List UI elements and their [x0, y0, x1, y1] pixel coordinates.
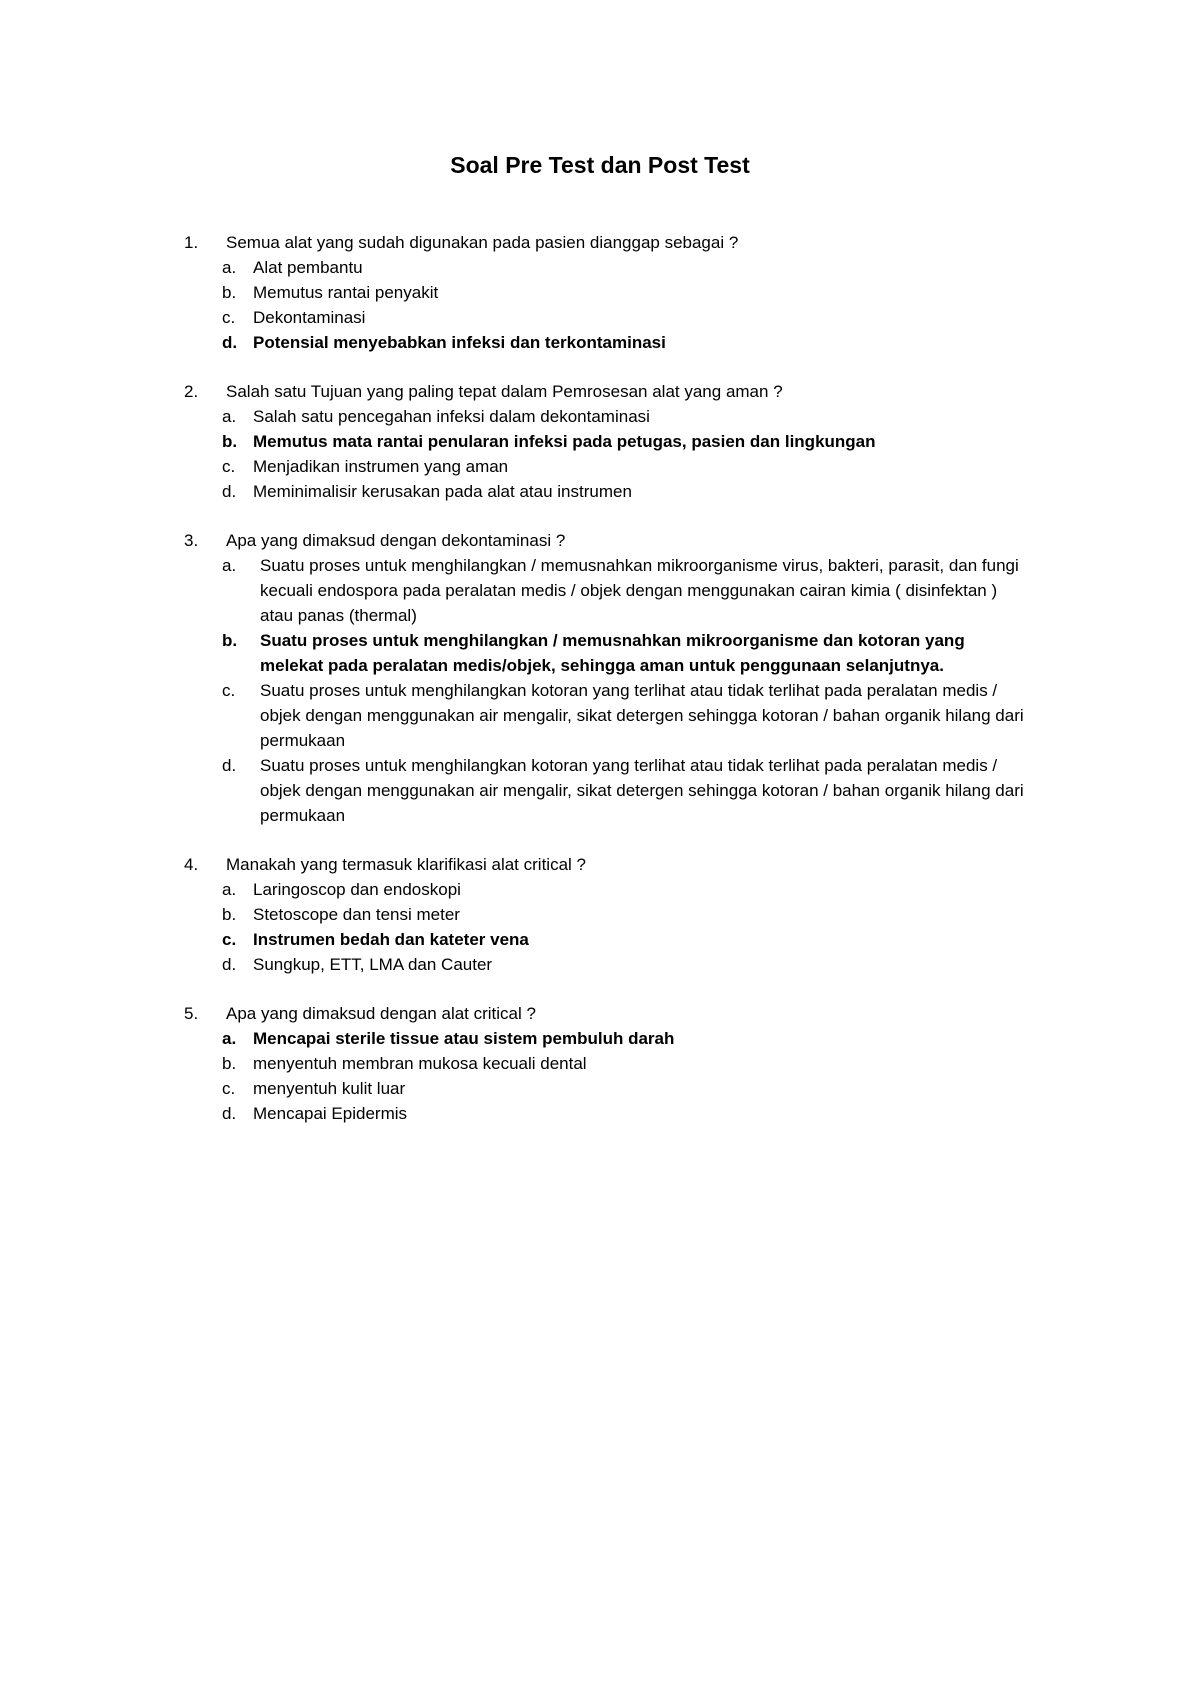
question-item — [184, 230, 1024, 355]
option-list — [184, 255, 1024, 355]
option-item — [222, 479, 1024, 504]
option-text: Salah satu pencegahan infeksi dalam dekontaminasi — [253, 407, 650, 426]
option-text: Memutus mata rantai penularan infeksi pada petugas, pasien dan lingkungan — [253, 432, 876, 451]
option-letter: c. — [222, 457, 236, 476]
option-letter: c. — [222, 308, 236, 327]
question-text: Salah satu Tujuan yang paling tepat dalam Pemrosesan alat yang aman ? — [226, 382, 783, 401]
question-item — [184, 379, 1024, 504]
option-item — [222, 454, 1024, 479]
option-letter: d. — [222, 756, 237, 775]
option-item — [222, 280, 1024, 305]
option-list — [184, 877, 1024, 977]
option-item-correct — [222, 927, 1024, 952]
question-number: 5. — [184, 1004, 199, 1023]
option-text: Stetoscope dan tensi meter — [253, 905, 460, 924]
question-list — [184, 230, 1024, 1150]
option-text: Potensial menyebabkan infeksi dan terkontaminasi — [253, 333, 666, 352]
option-letter: c. — [222, 1079, 236, 1098]
option-letter: c. — [222, 930, 237, 949]
option-letter: a. — [222, 880, 237, 899]
option-letter: d. — [222, 1104, 237, 1123]
question-number: 2. — [184, 382, 199, 401]
option-letter: c. — [222, 681, 236, 700]
option-letter: d. — [222, 482, 237, 501]
option-list — [184, 553, 1024, 828]
option-item — [222, 877, 1024, 902]
question-number: 3. — [184, 531, 199, 550]
option-letter: b. — [222, 283, 237, 302]
option-text: Menjadikan instrumen yang aman — [253, 457, 509, 476]
question-item — [184, 852, 1024, 977]
option-text: Instrumen bedah dan kateter vena — [253, 930, 529, 949]
option-item — [222, 553, 1024, 628]
option-text: Suatu proses untuk menghilangkan kotoran yang terlihat atau tidak terlihat pada peralatan medis / objek dengan menggunakan air mengalir, sikat detergen sehingga kotoran / bahan organik hilang dari permukaan — [260, 756, 1024, 825]
option-item-correct — [222, 1026, 1024, 1051]
option-text: Sungkup, ETT, LMA dan Cauter — [253, 955, 493, 974]
question-number: 4. — [184, 855, 199, 874]
question-text: Semua alat yang sudah digunakan pada pasien dianggap sebagai ? — [226, 233, 739, 252]
option-text: Dekontaminasi — [253, 308, 366, 327]
option-letter: a. — [222, 258, 237, 277]
option-list — [184, 404, 1024, 504]
option-item — [222, 952, 1024, 977]
option-letter: b. — [222, 631, 238, 650]
question-text: Apa yang dimaksud dengan dekontaminasi ? — [226, 531, 566, 550]
option-item — [222, 1101, 1024, 1126]
option-letter: a. — [222, 407, 237, 426]
option-text: Mencapai sterile tissue atau sistem pembuluh darah — [253, 1029, 675, 1048]
page-title: Soal Pre Test dan Post Test — [450, 152, 750, 178]
option-text: Mencapai Epidermis — [253, 1104, 408, 1123]
option-letter: b. — [222, 1054, 237, 1073]
option-text: Laringoscop dan endoskopi — [253, 880, 461, 899]
option-text: Meminimalisir kerusakan pada alat atau instrumen — [253, 482, 632, 501]
option-letter: d. — [222, 333, 238, 352]
question-text: Manakah yang termasuk klarifikasi alat critical ? — [226, 855, 586, 874]
option-list — [184, 1026, 1024, 1126]
option-text: Suatu proses untuk menghilangkan / memusnahkan mikroorganisme dan kotoran yang melekat pada peralatan medis/objek, sehingga aman untuk penggunaan selanjutnya. — [260, 631, 965, 675]
option-item — [222, 753, 1024, 828]
option-text: Memutus rantai penyakit — [253, 283, 439, 302]
option-item-correct — [222, 330, 1024, 355]
option-letter: d. — [222, 955, 237, 974]
option-text: Alat pembantu — [253, 258, 363, 277]
option-letter: a. — [222, 1029, 237, 1048]
option-letter: b. — [222, 432, 238, 451]
question-item — [184, 528, 1024, 828]
question-text: Apa yang dimaksud dengan alat critical ? — [226, 1004, 536, 1023]
option-text: Suatu proses untuk menghilangkan / memusnahkan mikroorganisme virus, bakteri, parasit, dan fungi kecuali endospora pada peralatan medis / objek dengan menggunakan cairan kimia ( disinfektan ) atau panas (thermal) — [260, 556, 1019, 625]
question-number: 1. — [184, 233, 199, 252]
option-letter: b. — [222, 905, 237, 924]
option-item-correct — [222, 628, 1024, 678]
option-item — [222, 678, 1024, 753]
option-item — [222, 1051, 1024, 1076]
option-item — [222, 1076, 1024, 1101]
option-item-correct — [222, 429, 1024, 454]
option-item — [222, 255, 1024, 280]
option-text: Suatu proses untuk menghilangkan kotoran yang terlihat atau tidak terlihat pada peralatan medis / objek dengan menggunakan air mengalir, sikat detergen sehingga kotoran / bahan organik hilang dari permukaan — [260, 681, 1024, 750]
option-item — [222, 404, 1024, 429]
option-text: menyentuh membran mukosa kecuali dental — [253, 1054, 587, 1073]
option-letter: a. — [222, 556, 237, 575]
option-text: menyentuh kulit luar — [253, 1079, 406, 1098]
question-item — [184, 1001, 1024, 1126]
option-item — [222, 902, 1024, 927]
option-item — [222, 305, 1024, 330]
